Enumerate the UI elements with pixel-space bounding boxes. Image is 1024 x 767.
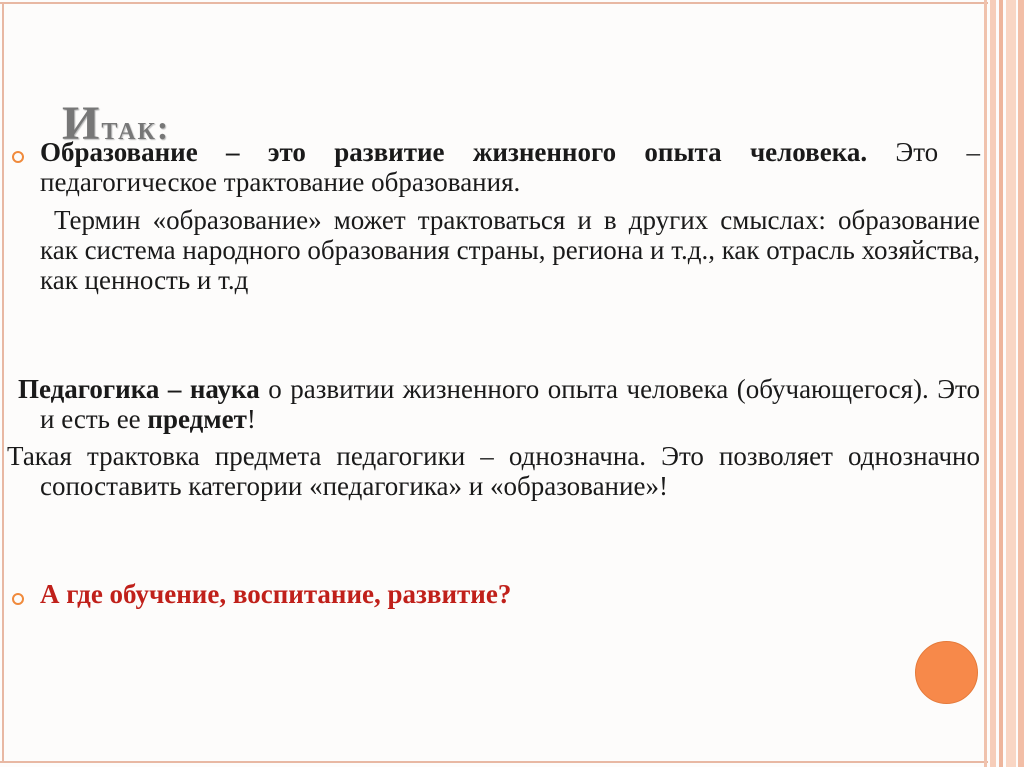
decorative-stripe [984, 0, 987, 767]
paragraph-education-definition [40, 137, 980, 197]
paragraph-pedagogy-definition [18, 374, 981, 434]
question-line [40, 579, 980, 609]
paragraph-term-meanings [40, 205, 980, 295]
paragraph-interpretation [7, 441, 980, 501]
decorative-stripe [990, 0, 996, 767]
title-first-letter: И [62, 97, 102, 150]
decorative-stripe [999, 0, 1003, 767]
interpretation-text: Такая трактовка предмета педагогики – однозначна. Это позволяет однозначно сопоставить категории «педагогика» и «образование»! [7, 441, 980, 501]
question-text: А где обучение, воспитание, развитие? [40, 579, 512, 609]
title-rest: так: [101, 110, 171, 147]
education-definition-note: Это – педагогическое трактование образования. [40, 137, 980, 197]
pedagogy-subject-bold: предмет [147, 404, 247, 434]
term-meanings-text: Термин «образование» может трактоваться и в других смыслах: образование как система народного образования страны, региона и т.д., как отрасль хозяйства, как ценность и т.д [40, 205, 980, 295]
orange-circle-decoration [915, 641, 978, 704]
frame-top-line [0, 2, 988, 4]
decorative-stripe [1018, 0, 1024, 767]
pedagogy-definition-bold: Педагогика – наука [18, 374, 260, 404]
education-definition-bold: Образование – это развитие жизненного опыта человека. [40, 137, 868, 167]
pedagogy-definition-end: ! [246, 404, 256, 434]
frame-bottom-line [0, 761, 988, 763]
bullet-icon [12, 593, 24, 605]
decorative-stripe [1006, 0, 1016, 767]
bullet-icon [12, 151, 24, 163]
pedagogy-definition-text: о развитии жизненного опыта человека (обучающегося). Это и есть ее [40, 374, 981, 434]
frame-left-line [2, 2, 4, 763]
